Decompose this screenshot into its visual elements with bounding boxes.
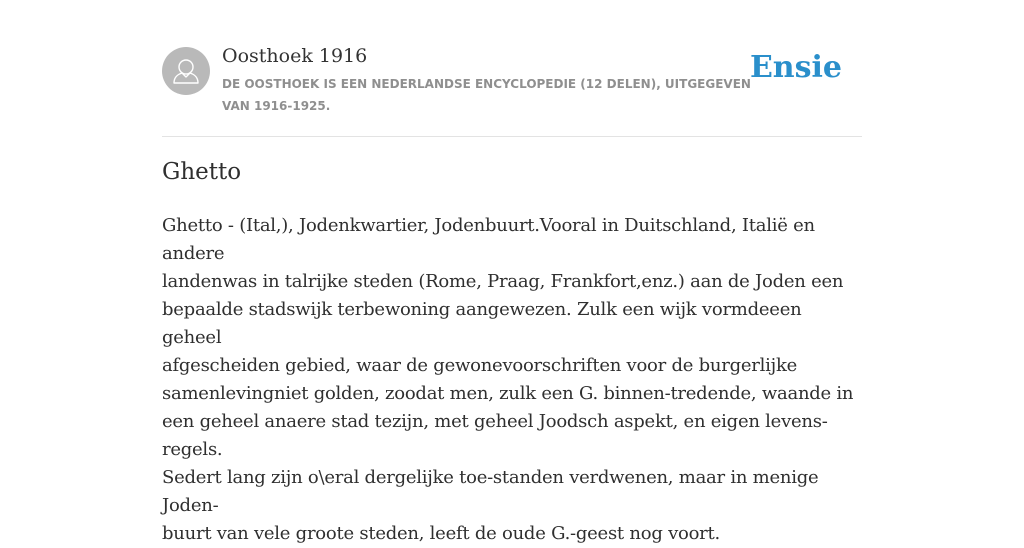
source-name[interactable]: Oosthoek 1916: [222, 45, 368, 67]
source-header: [162, 44, 862, 137]
user-silhouette-icon: [162, 47, 210, 95]
brand-logo[interactable]: Ensie: [749, 50, 842, 85]
avatar: [162, 47, 210, 95]
article-title: Ghetto: [162, 159, 242, 185]
source-description: DE OOSTHOEK IS EEN NEDERLANDSE ENCYCLOPEDIE (12 DELEN), UITGEGEVEN VAN 1916-1925.: [222, 77, 751, 113]
article-body: Ghetto - (Ital,), Jodenkwartier, Jodenbuurt.Vooral in Duitschland, Italië en andere landenwas in talrijke steden (Rome, Praag, Frankfort,enz.) aan de Joden een bepaalde stadswijk terbewoning aangewezen. Zulk een wijk vormdeeen geheel afgescheiden gebied, waar de gewonevoorschriften voor de burgerlijke samenlevingniet golden, zoodat men, zulk een G. binnen-tredende, waande in een geheel anaere stad tezijn, met geheel Joodsch aspekt, en eigen levens-regels. Sedert lang zijn o\eral dergelijke toe-standen verdwenen, maar in menige Joden- buurt van vele groote steden, leeft de oude G.-geest nog voort.: [162, 215, 854, 544]
